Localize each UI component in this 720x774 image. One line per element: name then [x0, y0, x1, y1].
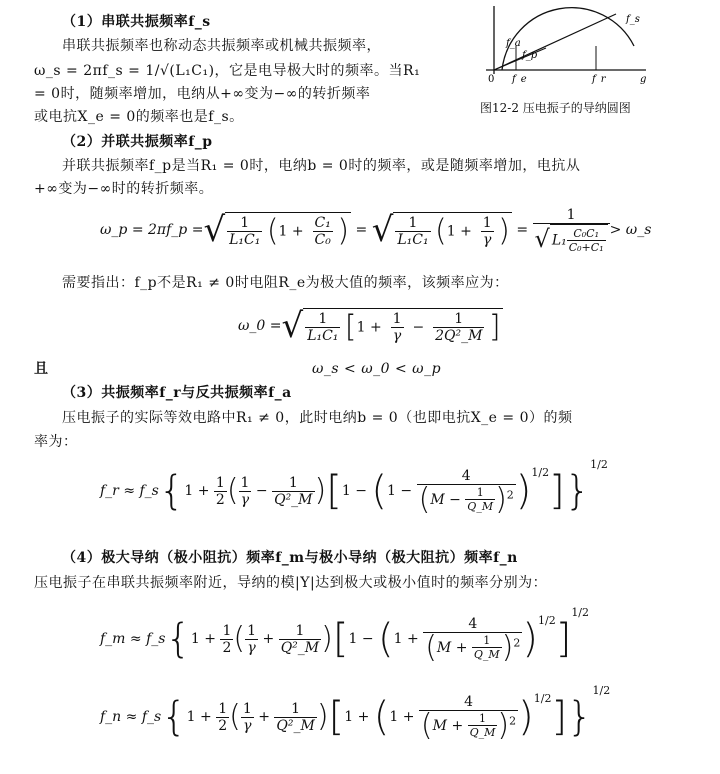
- eq-term3: 1 √ L₁ $\frac{\text{C₀C₁}}{\text{C₀+C₁}}$: [533, 207, 610, 254]
- inequality: ω_s < ω_0 < ω_p: [312, 361, 442, 377]
- equation-omega-0: ω_0 = √ $\frac{1}{\text{L₁C₁}}$ [1 + $\frac{1}{\gamma}$ − $\frac{1}{\text{2Q²\_M}}$ ]: [238, 306, 501, 346]
- section1-line2: ω_s = 2πf_s = 1/√(L₁C₁)，它是电导极大时的频率。当R₁: [34, 63, 421, 79]
- section1-heading: （1）串联共振频率f_s: [62, 14, 211, 30]
- section2-heading: （2）并联共振频率f_p: [62, 134, 213, 150]
- and-label: 且: [34, 361, 49, 377]
- section3-line2: 率为：: [34, 434, 78, 450]
- equation-omega-p: ω_p = 2πf_p = √ $\frac{1}{\text{L₁C₁}}$ (1 + $\frac{\text{C₁}}{\text{C₀}}$ ) = √ $\frac{1}{\text{L₁C₁}}$ (1 + $\frac{1}{\gamma}$ ) = 1 √ L₁ $\frac{\text{C₀C₁}}{\text{C₀+C₁}}$ > ω_s: [100, 206, 652, 254]
- fig-label-fs: f_s: [626, 14, 640, 25]
- section2-line2: +∞变为−∞时的转折频率。: [34, 181, 214, 197]
- equation-fm: f_m ≈ f_s { 1 + $\frac{1}{2}$ ( $\frac{1}{\gamma}$ + $\frac{1}{\text{Q²\_M}}$ ) [ 1 − ( 1 + 4 (M + $\frac{1}{Q\_M}$ )$^2$ ) $^{1/2}$ ] 1/2: [100, 606, 590, 665]
- fig-label-g: g: [640, 74, 647, 84]
- fig-label-fe: f_e: [512, 74, 527, 84]
- section3-line1: 压电振子的实际等效电路中R₁ ≠ 0，此时电纳b = 0（也即电抗X_e = 0）的频: [62, 410, 573, 426]
- section4-line1: 压电振子在串联共振频率附近，导纳的模|Y|达到极大或极小值时的频率分别为：: [34, 575, 548, 591]
- section2-line1: 并联共振频率f_p是当R₁ = 0时，电纳b = 0时的频率，或是随频率增加，电抗从: [62, 158, 581, 174]
- fig-label-fp: f_p: [522, 50, 538, 61]
- admittance-circle-figure: [486, 6, 656, 84]
- fig-label-origin: 0: [488, 74, 495, 84]
- section1-line4: 或电抗X_e = 0的频率也是f_s。: [34, 109, 244, 125]
- eq-sqrt-term2: $\frac{1}{\text{L₁C₁}}$ (1 + $\frac{1}{\gamma}$ ): [393, 212, 512, 248]
- eq-sqrt-term1: $\frac{1}{\text{L₁C₁}}$ (1 + $\frac{\text{C₁}}{\text{C₀}}$ ): [225, 212, 351, 248]
- equation-fn: f_n ≈ f_s { 1 + $\frac{1}{2}$ ( $\frac{1}{\gamma}$ + $\frac{1}{\text{Q²\_M}}$ ) [ 1 + ( 1 + 4 (M + $\frac{1}{Q\_M}$ )$^2$ ) $^{1/2}$ ] } 1/2: [100, 684, 611, 743]
- section1-line1: 串联共振频率也称动态共振频率或机械共振频率，: [62, 38, 381, 54]
- fig-label-fr: f_r: [592, 74, 606, 84]
- section2-note: 需要指出：f_p不是R₁ ≠ 0时电阻R_e为极大值的频率，该频率应为：: [62, 275, 509, 291]
- equation-fr: f_r ≈ f_s { 1 + $\frac{1}{2}$ ( $\frac{1}{\gamma}$ − $\frac{1}{\text{Q²\_M}}$ ) [ 1 − ( 1 − 4 (M − $\frac{1}{Q\_M}$ )$^2$ ) $^{1/2}$ ] } 1/2: [100, 458, 608, 517]
- figure-caption: 图12-2 压电振子的导纳圆图: [480, 101, 631, 115]
- section1-line3: = 0时，随频率增加，电纳从+∞变为−∞的转折频率: [34, 86, 371, 102]
- section3-heading: （3）共振频率f_r与反共振频率f_a: [62, 385, 292, 401]
- section4-heading: （4）极大导纳（极小阻抗）频率f_m与极小导纳（极大阻抗）频率f_n: [62, 550, 518, 566]
- eq-omega-p-lhs: ω_p = 2πf_p =: [100, 222, 204, 238]
- eq-omega-p-tail: > ω_s: [609, 222, 652, 238]
- fig-label-fa: f_a: [506, 38, 521, 49]
